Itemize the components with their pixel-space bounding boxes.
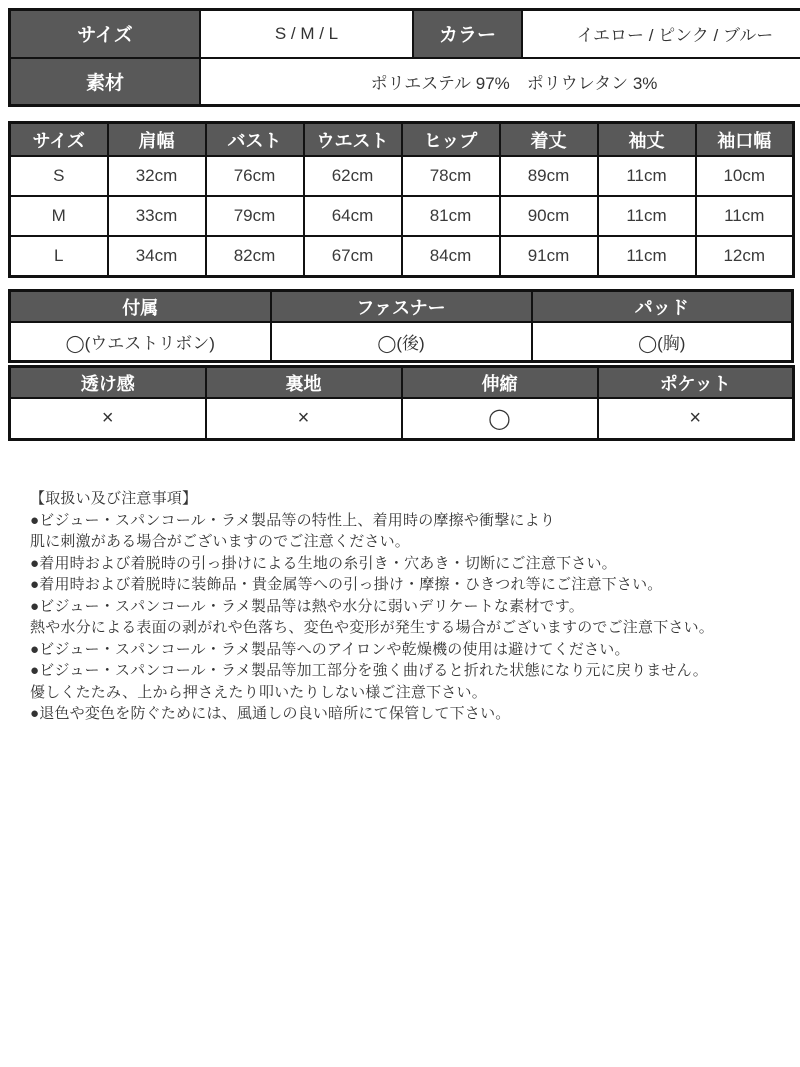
size-label: サイズ xyxy=(10,10,201,58)
care-note-line: ●ビジュー・スパンコール・ラメ製品等の特性上、着用時の摩擦や衝撃により xyxy=(30,511,556,529)
care-note-line: 優しくたたみ、上から押さえたり叩いたりしない様ご注意下さい。 xyxy=(30,683,487,701)
measurements-header-shoulder: 肩幅 xyxy=(108,123,206,157)
color-label: カラー xyxy=(413,10,522,58)
feature-value-pocket: × xyxy=(598,398,794,440)
measurement-value-cell: 91cm xyxy=(500,236,598,277)
care-note-line: ●着用時および着脱時の引っ掛けによる生地の糸引き・穴あき・切断にご注意下さい。 xyxy=(30,554,617,572)
feature-header-stretch: 伸縮 xyxy=(402,367,598,399)
care-note-line: 肌に刺激がある場合がございますのでご注意ください。 xyxy=(30,533,411,550)
measurements-header-length: 着丈 xyxy=(500,123,598,157)
measurements-header-bust: バスト xyxy=(206,123,304,157)
measurements-header-cuff: 袖口幅 xyxy=(696,123,794,157)
care-note-line: ●ビジュー・スパンコール・ラメ製品等へのアイロンや乾燥機の使用は避けてください。 xyxy=(30,640,630,658)
care-notes-title: 【取扱い及び注意事項】 xyxy=(30,490,198,507)
measurement-value-cell: 10cm xyxy=(696,156,794,196)
measurement-value-cell: 64cm xyxy=(304,196,402,236)
care-note-line: 熱や水分による表面の剥がれや色落ち、変色や変形が発生する場合がございますのでご注意下さい。 xyxy=(30,619,715,636)
measurements-row-m xyxy=(10,196,794,236)
features-top-value-row xyxy=(10,322,793,362)
measurement-value-cell: 76cm xyxy=(206,156,304,196)
feature-header-pocket: ポケット xyxy=(598,367,794,399)
features-bottom-header-row xyxy=(10,367,794,399)
measurement-value-cell: 12cm xyxy=(696,236,794,277)
features-table-bottom xyxy=(8,365,795,441)
measurements-header-waist: ウエスト xyxy=(304,123,402,157)
measurement-value-cell: 90cm xyxy=(500,196,598,236)
care-note-line: ●ビジュー・スパンコール・ラメ製品等は熱や水分に弱いデリケートな素材です。 xyxy=(30,597,584,615)
feature-header-sheerness: 透け感 xyxy=(10,367,206,399)
measurement-value-cell: 81cm xyxy=(402,196,500,236)
measurements-header-sleeve: 袖丈 xyxy=(598,123,696,157)
measurement-value-cell: 78cm xyxy=(402,156,500,196)
measurement-value-cell: 32cm xyxy=(108,156,206,196)
measurement-value-cell: 34cm xyxy=(108,236,206,277)
size-value: S / M / L xyxy=(200,10,413,58)
measurement-value-cell: 11cm xyxy=(598,196,696,236)
measurement-value-cell: 11cm xyxy=(696,196,794,236)
care-note-line: ●退色や変色を防ぐためには、風通しの良い暗所にて保管して下さい。 xyxy=(30,705,511,722)
measurements-header-row xyxy=(10,123,794,157)
feature-value-pad: ◯(胸) xyxy=(532,322,793,362)
care-notes xyxy=(30,488,782,725)
feature-header-pad: パッド xyxy=(532,291,793,323)
feature-value-stretch: ◯ xyxy=(402,398,598,440)
care-note-line: ●ビジュー・スパンコール・ラメ製品等加工部分を強く曲げると折れた状態になり元に戻りません。 xyxy=(30,662,708,679)
feature-value-accessory: ◯(ウエストリボン) xyxy=(10,322,271,362)
measurement-value-cell: 89cm xyxy=(500,156,598,196)
material-label: 素材 xyxy=(10,58,201,106)
table-row xyxy=(10,58,800,106)
measurement-value-cell: 84cm xyxy=(402,236,500,277)
measurement-value-cell: 62cm xyxy=(304,156,402,196)
feature-value-fastener: ◯(後) xyxy=(271,322,532,362)
color-value: イエロー / ピンク / ブルー xyxy=(522,10,800,58)
measurement-value-cell: 11cm xyxy=(598,236,696,277)
measurement-size-cell: L xyxy=(10,236,108,277)
features-bottom-value-row xyxy=(10,398,794,440)
measurement-value-cell: 67cm xyxy=(304,236,402,277)
feature-value-sheerness: × xyxy=(10,398,206,440)
measurements-row-l xyxy=(10,236,794,277)
measurements-header-size: サイズ xyxy=(10,123,108,157)
feature-header-fastener: ファスナー xyxy=(271,291,532,323)
measurement-value-cell: 11cm xyxy=(598,156,696,196)
material-value: ポリエステル 97% ポリウレタン 3% xyxy=(200,58,800,106)
features-top-header-row xyxy=(10,291,793,323)
measurement-value-cell: 82cm xyxy=(206,236,304,277)
feature-header-accessory: 付属 xyxy=(10,291,271,323)
table-row xyxy=(10,10,800,58)
measurement-value-cell: 33cm xyxy=(108,196,206,236)
measurements-header-hip: ヒップ xyxy=(402,123,500,157)
measurement-size-cell: M xyxy=(10,196,108,236)
feature-value-lining: × xyxy=(206,398,402,440)
feature-header-lining: 裏地 xyxy=(206,367,402,399)
measurements-table xyxy=(8,121,795,278)
measurement-size-cell: S xyxy=(10,156,108,196)
measurement-value-cell: 79cm xyxy=(206,196,304,236)
care-note-line: ●着用時および着脱時に装飾品・貴金属等への引っ掛け・摩擦・ひきつれ等にご注意下さい。 xyxy=(30,576,663,593)
measurements-row-s xyxy=(10,156,794,196)
features-table-top xyxy=(8,289,794,363)
size-color-material-table xyxy=(8,8,800,107)
